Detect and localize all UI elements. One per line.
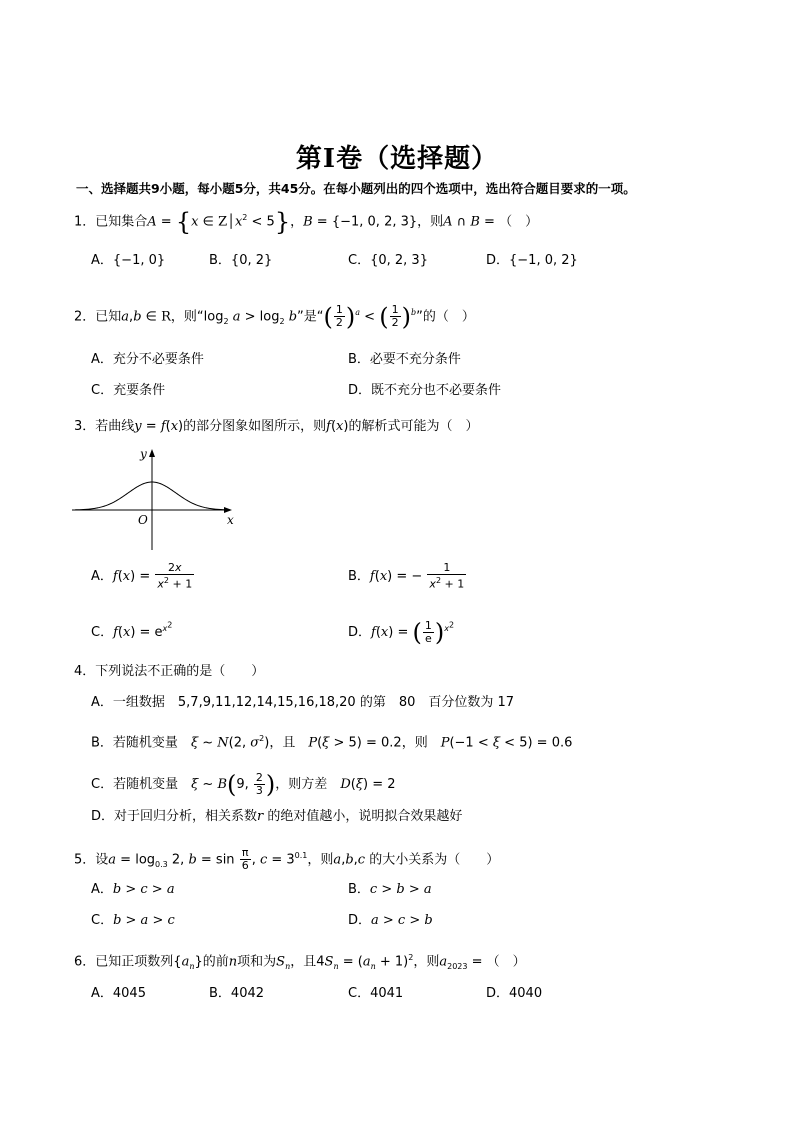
- q1-option-c-value: {0, 2, 3}: [370, 253, 428, 268]
- q5-option-a-value: b > c > a: [112, 882, 175, 897]
- section-instructions: 一、选择题共9小题，每小题5分，共45分。在每小题列出的四个选项中，选出符合题目要求的一项。: [76, 181, 636, 196]
- q6-option-c: C．4041: [348, 986, 404, 1001]
- q5-option-c: C．b > a > c: [91, 913, 175, 928]
- x-axis-label: x: [227, 513, 234, 527]
- q4-option-c: C．若随机变量 ξ ~ B(9, $\frac{2}{3}$ )，则方差 D(ξ) = 2: [91, 770, 396, 799]
- q5-option-a: A．b > c > a: [91, 882, 175, 897]
- q1-option-c: C．{0, 2, 3}: [348, 253, 428, 268]
- q3-option-b: B．f(x) = − $\frac{1}{x^2 + 1}$: [348, 561, 465, 591]
- q2-option-a: A．充分不必要条件: [91, 352, 204, 367]
- q1-stem: 1．已知集合: [74, 214, 148, 230]
- y-axis-arrow: [149, 449, 155, 457]
- q5-option-b-value: c > b > a: [369, 882, 432, 897]
- origin-label: O: [138, 513, 148, 527]
- q5-option-d-value: a > c > b: [371, 913, 433, 928]
- q1-option-d-value: {−1, 0, 2}: [509, 253, 578, 268]
- q1-option-b-value: {0, 2}: [230, 253, 273, 268]
- question-1: 1．已知集合A = {x ∈ $Z│x^2 < 5$}，B = {−1, 0, 2, 3}，则A ∩ B = （ ）: [74, 207, 539, 236]
- q4-option-d: D．对于回归分析，相关系数r 的绝对值越小，说明拟合效果越好: [91, 809, 463, 824]
- q5-option-c-value: b > a > c: [113, 913, 175, 928]
- q2-option-b: B．必要不充分条件: [348, 352, 461, 367]
- question-4: 4．下列说法不正确的是（ ）: [74, 664, 265, 679]
- page-title: 第Ⅰ卷（选择题）: [295, 144, 499, 174]
- q1-option-d: D．{−1, 0, 2}: [486, 253, 578, 268]
- function-curve: [75, 482, 225, 510]
- q5-option-b: B．c > b > a: [348, 882, 432, 897]
- q1-option-a: A．{−1, 0}: [91, 253, 166, 268]
- q3-function-graph: [70, 444, 240, 554]
- q2-option-c: C．充要条件: [91, 383, 166, 398]
- q5-option-d: D．a > c > b: [348, 913, 433, 928]
- question-5: 5．设$a = \log_{0.3} 2$, b = sin $\frac{\pi}{6}$ , $c = 3^{0.1}$，则a,b,c 的大小关系为（ ）: [74, 846, 500, 873]
- q6-option-b: B．4042: [209, 986, 265, 1001]
- q3-option-c: C．$f(x) = e^{x^2}$: [91, 620, 173, 640]
- q4-option-b: B．若随机变量 ξ ~ N(2, $\sigma^2$)，且 P(ξ > 5) = 0.2，则 P(−1 < ξ < 5) = 0.6: [91, 734, 573, 751]
- q1-option-a-value: {−1, 0}: [112, 253, 166, 268]
- y-axis-label: y: [140, 447, 147, 461]
- q1-option-b: B．{0, 2}: [209, 253, 273, 268]
- q3-option-a: A．f(x) = $\frac{2x}{x^2 + 1}$: [91, 561, 193, 591]
- q1-blank: （ ）: [499, 214, 539, 230]
- q6-option-d: D．4040: [486, 986, 543, 1001]
- question-2: 2．已知a,b ∈ R，则“$\log_2$ $a > \log_2 b$”是“( $\frac{1}{2}$ )$^a$ < ( $\frac{1}{2}$ )$^b$”的（ ）: [74, 302, 475, 331]
- question-6: 6．已知正项数列$\{a_n\}$的前n项和为$S_n$，且$4S_n = (a_n + 1)^2$，则$a_{2023}$ = （ ）: [74, 953, 526, 971]
- q2-option-d: D．既不充分也不必要条件: [348, 383, 502, 398]
- q6-option-a: A．4045: [91, 986, 146, 1001]
- question-3: 3．若曲线y = f(x)的部分图象如图所示，则f(x)的解析式可能为（ ）: [74, 419, 479, 434]
- q3-option-d: D．f(x) = ( $\frac{1}{e}$ )$^{x^2}$: [348, 618, 455, 647]
- q1-tail: 则: [430, 214, 444, 230]
- q4-option-a: A．一组数据 5,7,9,11,12,14,15,16,18,20 的第 80 百分位数为 17: [91, 695, 515, 710]
